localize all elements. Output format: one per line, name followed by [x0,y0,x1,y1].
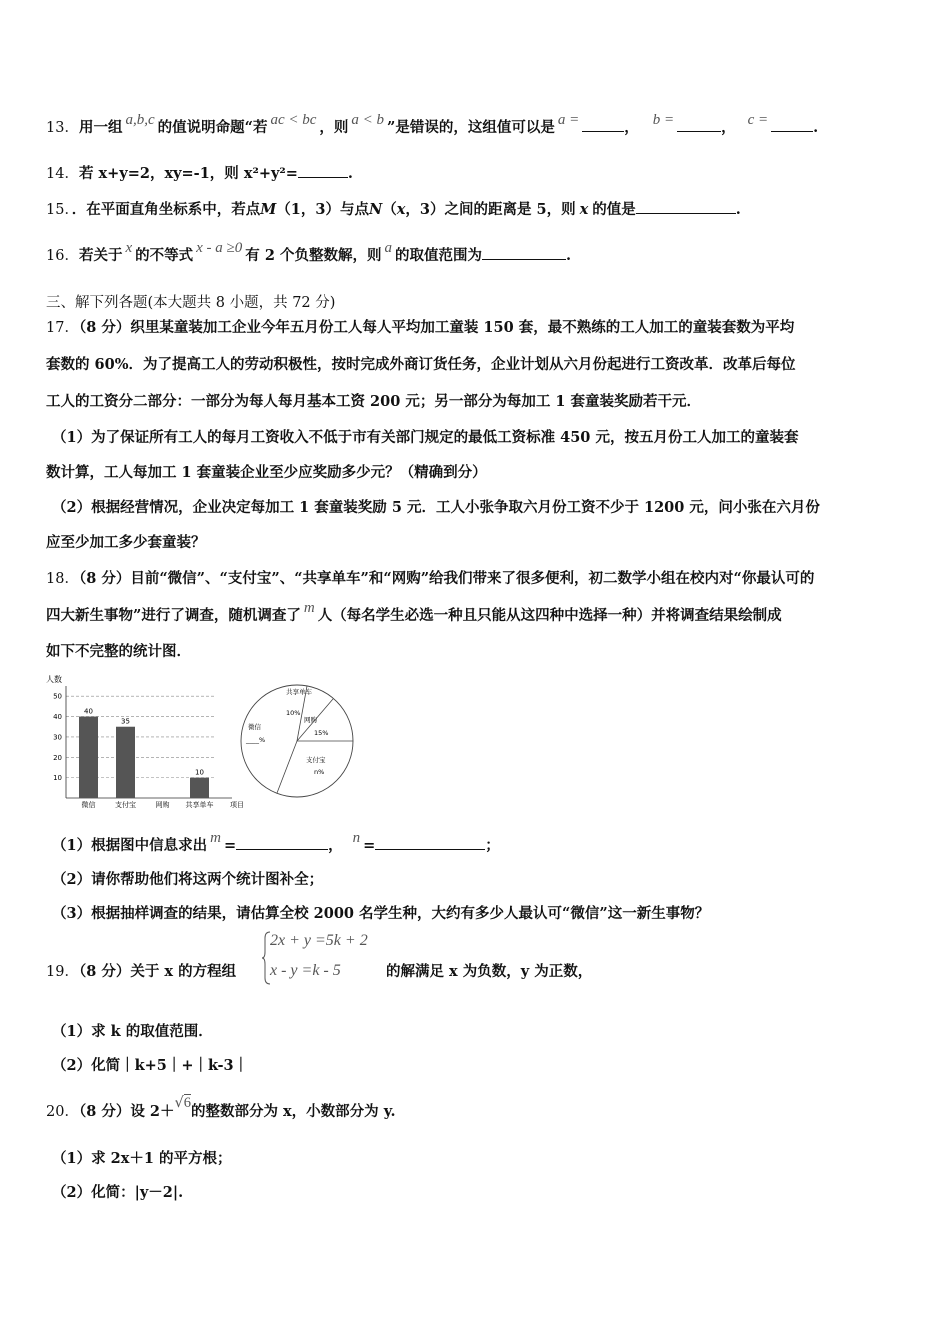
subquestion-1: （1）求 2x＋1 的平方根； [52,1150,232,1167]
bar [190,778,209,798]
text: 的值说明命题“若 [157,119,268,136]
paragraph-line: 工人的工资分二部分：一部分为每人每月基本工资 200 元；另一部分为每加工 1 套童装奖励若干元． [46,393,702,410]
math: m [210,830,221,846]
question-number: 15． [46,202,72,218]
text: 的不等式 [135,247,194,264]
bars [79,708,214,809]
text: 用一组 [78,119,123,136]
y-tick-label: 20 [53,753,62,762]
text: ； [485,837,500,854]
bar [79,717,98,798]
text: （1，3）与点 [276,201,369,218]
text: （8 分）设 2＋ [78,1103,175,1120]
subquestion-2: （2）请你帮助他们将这两个统计图补全； [52,871,324,888]
question-number: 19． [46,964,79,980]
math: a,b,c [125,112,155,128]
equation-1: 2x + y =5k + 2 [270,932,368,949]
math: ac < bc [270,112,317,128]
text: ， [328,837,343,854]
subquestion-1: （1）为了保证所有工人的每月工资收入不低于市有关部门规定的最低工资标准 450 元，按五月份工人加工的童装套 [52,429,799,446]
answer-blank[interactable] [298,165,348,178]
subquestion-2: （2）根据经营情况，企业决定每加工 1 套童装奖励 5 元．工人小张争取六月份工资不少于 1200 元，问小张在六月份 [52,499,820,516]
answer-blank[interactable] [582,119,624,132]
paragraph-line [46,600,782,625]
subquestion-3: （3）根据抽样调查的结果，请估算全校 2000 名学生种，大约有多少人最认可“微信”这一新生事物？ [52,905,710,922]
math: a [384,240,392,256]
y-tick-label: 30 [53,733,62,742]
pie-value-online: 15% [314,729,329,737]
pie-label-wechat: 微信 [248,723,261,731]
math: a = [557,112,580,128]
text: ，3）之间的距离是 5，则 [405,201,576,218]
text: 有 2 个负整数解，则 [245,247,382,264]
text: （ [382,201,397,218]
bar-chart [46,674,244,809]
period: . [347,165,353,182]
question-19-line [46,960,236,981]
subquestion-2: （2）化简：|y－2|. [52,1184,184,1201]
y-tick-label: 40 [53,713,62,722]
pie-label-alipay: 支付宝 [306,756,326,764]
question-number: 18． [46,571,79,587]
comma: ， [721,119,736,136]
math: c = [747,112,769,128]
text: 的整数部分为 x，小数部分为 y. [190,1103,396,1120]
answer-blank[interactable] [375,837,485,850]
math: m [303,600,315,616]
paragraph-line: 应至少加工多少套童装？ [46,534,206,551]
text: = [223,837,237,854]
math: x - a ≥0 [196,240,243,256]
math: x [125,240,133,256]
answer-blank[interactable] [236,837,328,850]
var-x: x [579,201,589,218]
question-18-line [46,567,814,588]
text: ．在平面直角坐标系中，若点 [71,201,261,218]
comma: ， [624,119,639,136]
bar-value-label: 35 [121,717,130,726]
bar-value-label: 10 [195,768,204,777]
text: ”是错误的，这组值可以是 [387,119,555,136]
subquestion-1: （1）求 k 的取值范围． [52,1023,213,1040]
subquestion-2: （2）化简｜k+5｜+｜k-3｜ [52,1057,249,1074]
period: . [813,119,819,136]
period: . [565,247,572,264]
paragraph-line: 套数的 60%．为了提高工人的劳动积极性，按时完成外商订货任务，企业计划从六月份起进行工资改革．改革后每位 [46,356,796,373]
text: ，则 [319,119,349,136]
pie-value-bike: 10% [286,709,301,717]
category-label: 微信 [81,801,96,809]
answer-blank[interactable] [636,201,736,214]
question-number: 16． [46,248,79,264]
bar-value-label: 40 [84,707,93,716]
y-tick-label: 50 [53,692,62,701]
text: 的值是 [592,201,636,218]
pie-label-online: 网购 [304,716,317,724]
text: 若 x+y=2，xy=-1，则 x²+y²= [78,165,298,182]
question-14 [46,162,353,183]
point-m: M [260,201,277,218]
question-16 [46,240,572,265]
question-17-line [46,316,794,337]
math: n [352,830,361,846]
question-15 [46,198,741,219]
text: 人（每名学生必选一种且只能从这四种中选择一种）并将调查结果绘制成 [317,607,782,624]
answer-blank[interactable] [677,119,721,132]
text: （1）根据图中信息求出 [52,837,208,854]
pie-value-wechat: ____% [246,736,266,744]
sqrt-expression: √6 [174,1095,191,1111]
equation-system [262,930,382,986]
pie-value-alipay: n% [314,768,325,776]
math: a < b [351,112,385,128]
category-label: 支付宝 [115,801,136,809]
bar [116,727,135,798]
question-number: 17． [46,320,79,336]
question-number: 14． [46,166,79,182]
text: （8 分）目前“微信”、“支付宝”、“共享单车”和“网购”给我们带来了很多便利，初二数学小组在校内对“你最认可的 [78,570,815,587]
statistics-charts [44,671,364,816]
text: 若关于 [78,247,123,264]
point-n: N [368,201,383,218]
category-label: 共享单车 [185,801,214,809]
pie-chart [241,685,353,797]
y-tick-labels [53,693,62,782]
text: （8 分）关于 x 的方程组 [78,963,237,980]
equation-2: x - y =k - 5 [270,962,341,979]
text: = [363,837,376,854]
question-19-text: 的解满足 x 为负数，y 为正数， [386,963,593,980]
answer-blank[interactable] [771,119,813,132]
subquestion-1 [52,830,500,855]
question-20-line [46,1095,396,1121]
question-number: 20． [46,1104,79,1120]
period: . [735,201,741,218]
question-number: 13． [46,120,79,136]
var-x: x [396,201,406,218]
y-axis-label: 人数 [46,675,62,684]
text: 四大新生事物”进行了调查，随机调查了 [46,607,301,624]
x-axis-label: 项目 [230,801,244,809]
text: （8 分）织里某童装加工企业今年五月份工人每人平均加工童装 150 套，最不熟练的工人加工的童装套数为平均 [78,319,795,336]
paragraph-line: 数计算，工人每加工 1 套童装企业至少应奖励多少元？（精确到分） [46,464,487,481]
question-13 [46,112,819,137]
pie-label-bike: 共享单车 [286,688,312,696]
answer-blank[interactable] [482,247,566,260]
radicand: 6 [183,1095,191,1111]
paragraph-line: 如下不完整的统计图． [46,643,191,660]
category-label: 网购 [155,801,170,809]
section-heading: 三、解下列各题(本大题共 8 小题，共 72 分) [46,295,336,311]
text: 的取值范围为 [394,247,482,264]
y-tick-label: 10 [53,774,62,783]
math: b = [652,112,675,128]
